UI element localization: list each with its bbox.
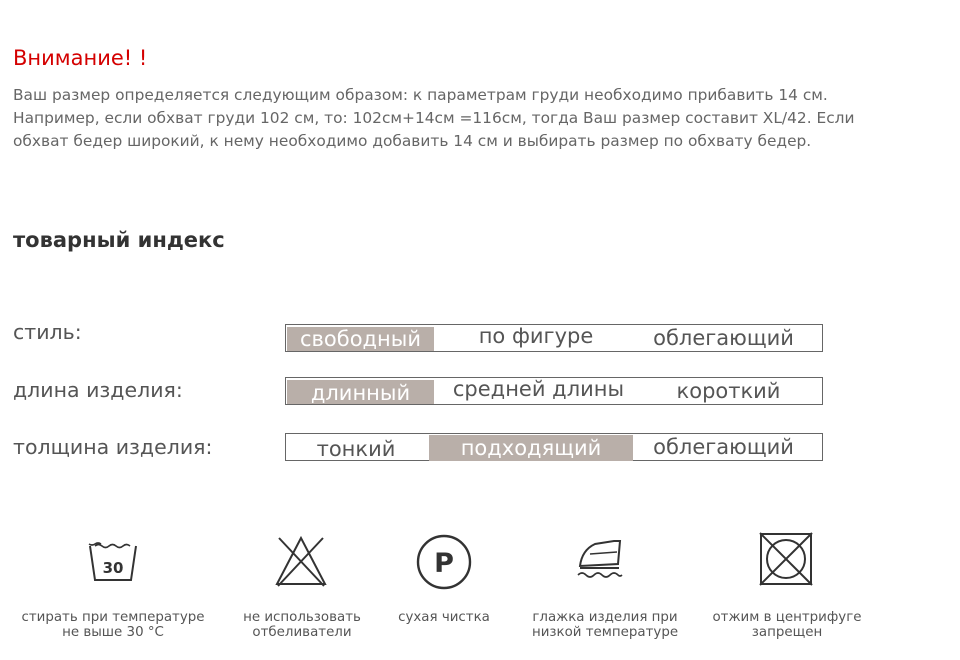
- length-option-medium: средней длины: [452, 377, 625, 401]
- dry-clean-p-icon: [409, 530, 479, 594]
- wash-30-icon: [78, 530, 148, 594]
- length-scale: [285, 377, 823, 405]
- no-tumble-dry-caption: отжим в центрифуге запрещен: [712, 610, 862, 640]
- dry-clean-letter: P: [434, 548, 454, 579]
- no-bleach-caption: не использовать отбеливатели: [243, 610, 361, 640]
- thickness-option-tight: облегающий: [653, 435, 794, 459]
- thickness-option-suitable: подходящий: [429, 435, 633, 461]
- dry-clean-caption: сухая чистка: [398, 610, 490, 625]
- length-option-long: длинный: [287, 380, 434, 404]
- style-scale: [285, 324, 823, 352]
- no-bleach-icon: [266, 530, 336, 594]
- style-option-loose: свободный: [287, 327, 434, 351]
- no-tumble-dry-icon: [750, 530, 820, 594]
- style-option-tight: облегающий: [653, 326, 794, 350]
- warning-text: Ваш размер определяется следующим образом: к параметрам груди необходимо прибавить 14 см. Например, если обхват груди 102 см, то: 102см+14см =116см, тогда Ваш размер составит XL/42. Если обхват бедер широкий, к нему необходимо добавить 14 см и выбирать размер по обхвату бедер.: [13, 86, 855, 150]
- thickness-scale: [285, 433, 823, 461]
- length-label: длина изделия:: [13, 378, 183, 402]
- iron-low-icon: [565, 530, 635, 594]
- wash-caption: стирать при температуре не выше 30 °C: [21, 610, 205, 640]
- warning-title: Внимание! !: [13, 46, 148, 70]
- iron-caption: глажка изделия при низкой температуре: [531, 610, 679, 640]
- length-option-short: короткий: [676, 379, 781, 403]
- thickness-option-thin: тонкий: [316, 437, 396, 461]
- wash-temperature-number: 30: [102, 559, 124, 577]
- product-index-title: товарный индекс: [13, 228, 225, 252]
- thickness-label: толщина изделия:: [13, 435, 213, 459]
- style-label: стиль:: [13, 320, 82, 344]
- style-option-fitted: по фигуре: [478, 324, 594, 348]
